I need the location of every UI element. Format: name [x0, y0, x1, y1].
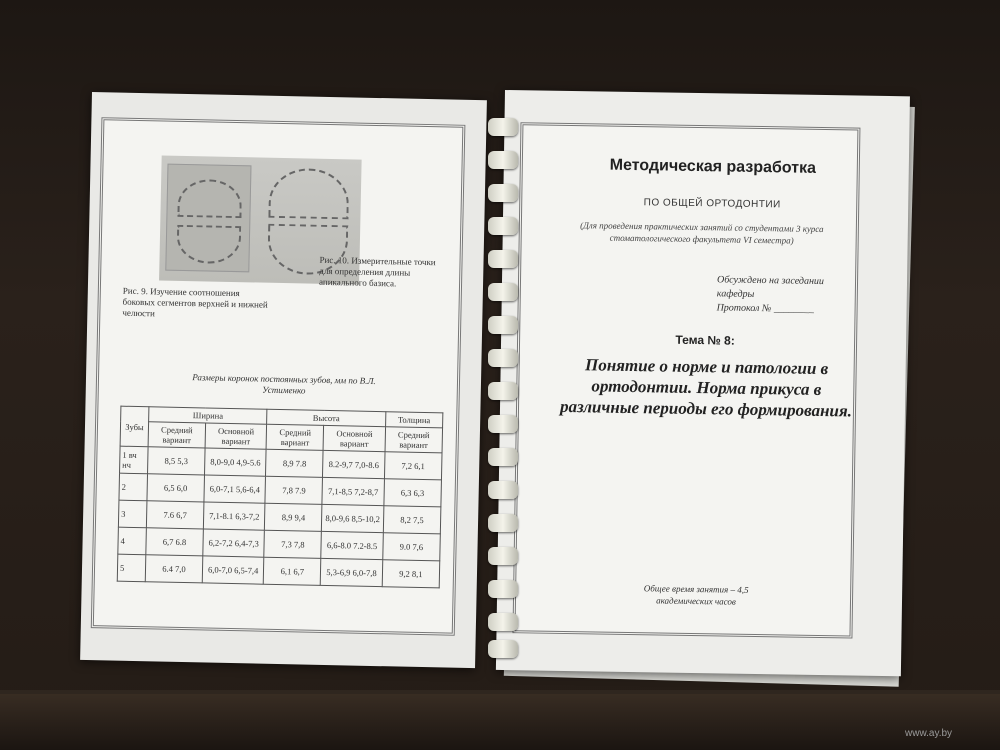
- left-page: [80, 92, 487, 668]
- cell-tooth: 5: [117, 554, 146, 582]
- cell: 6,7 6.8: [146, 528, 203, 556]
- fig10-caption: Рис. 10. Измерительные точки для определения длины апикального базиса.: [318, 254, 436, 289]
- binding-ring: [488, 547, 518, 565]
- cell: 6,5 6,0: [147, 474, 204, 502]
- binding-ring: [488, 349, 518, 367]
- duration-block: [621, 582, 771, 608]
- header-thickness: Толщина: [385, 412, 443, 428]
- header-height: Высота: [267, 409, 386, 426]
- binding-ring: [488, 481, 518, 499]
- cell: 7.6 6,7: [146, 501, 203, 529]
- purpose-note: (Для проведения практических занятий со студентами 3 курса стоматологического факультета VI семестра): [580, 220, 824, 246]
- binding-ring: [488, 514, 518, 532]
- subheader: Средний вариант: [266, 424, 323, 450]
- header-teeth: Зубы: [120, 406, 149, 447]
- cell-tooth: 3: [118, 500, 147, 528]
- duration-line: Общее время занятия – 4,5: [643, 583, 749, 595]
- binding-ring: [488, 217, 518, 235]
- binding-ring: [488, 448, 518, 466]
- binding-ring: [488, 613, 518, 631]
- table-title: Размеры коронок постоянных зубов, мм по В.Л. Устименко: [192, 372, 376, 396]
- cell: 9.0 7,6: [383, 533, 441, 561]
- topic-title: Понятие о норме и патологии в ортодонтии. Норма прикуса в различные периоды его формирования.: [559, 355, 853, 421]
- cell: 7,1-8,5 7,2-8,7: [322, 477, 384, 505]
- cell: 6,0-7,1 5,6-6,4: [204, 475, 266, 503]
- cell: 7,8 7.9: [265, 476, 322, 504]
- table-edge-line: [0, 690, 1000, 694]
- cell: 6,3 6,3: [384, 479, 442, 507]
- cell-tooth: 4: [118, 527, 147, 555]
- header-width: Ширина: [149, 407, 268, 424]
- binding-ring: [488, 151, 518, 169]
- right-page: [496, 90, 910, 676]
- table-row: [117, 554, 439, 588]
- cell: 6,1 6,7: [264, 557, 321, 585]
- protocol-line: Протокол № ________: [716, 302, 814, 315]
- subheader: Средний вариант: [385, 427, 443, 453]
- watermark: www.ay.by: [905, 728, 953, 739]
- document-title: Методическая разработка: [609, 156, 817, 177]
- subheader: Основной вариант: [323, 425, 385, 451]
- cell: 9,2 8,1: [382, 560, 440, 588]
- binding-ring: [488, 184, 518, 202]
- cell: 8,5 5,3: [148, 447, 205, 475]
- cell: 7,2 6,1: [384, 452, 442, 480]
- duration-line: академических часов: [656, 595, 736, 607]
- approval-line: кафедры: [716, 288, 755, 300]
- spiral-binding: [484, 118, 524, 658]
- cell: 7,3 7,8: [264, 530, 321, 558]
- cell: 6,0-7,0 6,5-7,4: [202, 556, 264, 584]
- binding-ring: [488, 316, 518, 334]
- document-subtitle: ПО ОБЩЕЙ ОРТОДОНТИИ: [643, 197, 781, 211]
- binding-ring: [488, 382, 518, 400]
- tooth-size-table: [117, 406, 444, 589]
- cell-tooth: 1 вч нч: [120, 446, 149, 474]
- left-page-frame: [91, 117, 466, 636]
- cell: 8.2-9,7 7,0-8.6: [323, 450, 385, 478]
- fig9-caption: Рис. 9. Изучение соотношения боковых сегментов верхней и нижней челюсти: [122, 285, 268, 319]
- right-page-frame: [512, 122, 860, 638]
- binding-ring: [488, 118, 518, 136]
- cell: 8,0-9,6 8,5-10,2: [322, 504, 384, 532]
- cell: 5,3-6,9 6,0-7,8: [321, 558, 383, 586]
- cell: 8,0-9,0 4,9-5.6: [204, 448, 266, 476]
- cell: 8,2 7,5: [383, 506, 441, 534]
- binding-ring: [488, 283, 518, 301]
- cell: 6.4 7,0: [145, 555, 202, 583]
- approval-line: Обсуждено на заседании: [716, 274, 825, 288]
- cell: 7,1-8.1 6,3-7,2: [203, 502, 265, 530]
- subheader: Основной вариант: [205, 423, 267, 449]
- binding-ring: [488, 580, 518, 598]
- binding-ring: [488, 250, 518, 268]
- cell: 6,6-8.0 7.2-8.5: [321, 531, 383, 559]
- theme-number: Тема № 8:: [675, 332, 735, 348]
- binding-ring: [488, 415, 518, 433]
- subheader: Средний вариант: [148, 422, 205, 448]
- cell: 8,9 7.8: [266, 449, 323, 477]
- cell-tooth: 2: [119, 473, 148, 501]
- table-surface: [0, 690, 1000, 750]
- binding-ring: [488, 640, 518, 658]
- approval-block: [716, 273, 857, 317]
- occlusion-photo: [165, 164, 251, 273]
- cell: 8,9 9,4: [265, 503, 322, 531]
- cell: 6,2-7,2 6,4-7,3: [203, 529, 265, 557]
